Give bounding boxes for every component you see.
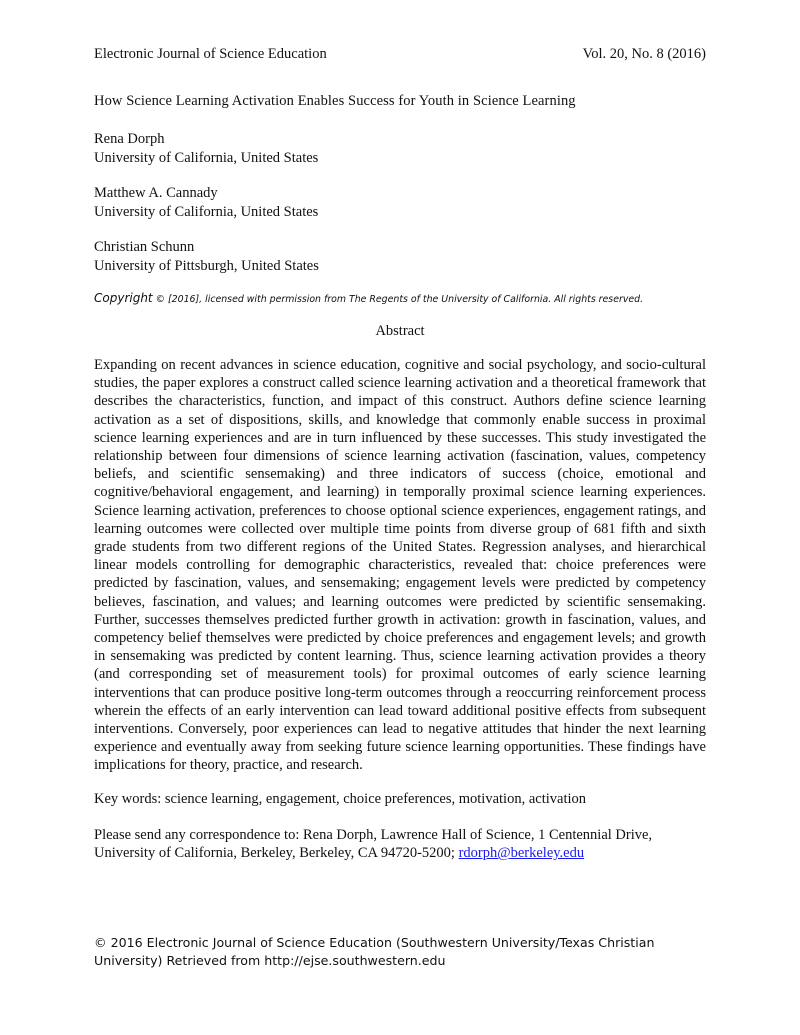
copyright-notice (94, 291, 706, 307)
author-block (94, 130, 706, 168)
author-affiliation: University of Pittsburgh, United States (94, 258, 319, 274)
author-name: Christian Schunn (94, 239, 195, 255)
correspondence-text: Please send any correspondence to: Rena Dorph, Lawrence Hall of Science, 1 Centennial Drive, University of California, Berkeley, Berkeley, CA 94720-5200; (94, 826, 653, 862)
email-link[interactable]: rdorph@berkeley.edu (458, 845, 585, 862)
author-block (94, 238, 706, 276)
copyright-lead: Copyright (94, 291, 153, 305)
abstract-body: Expanding on recent advances in science education, cognitive and social psychology, and socio-cultural studies, the paper explores a construct called science learning activation and a theoretical framework that describes the characteristics, function, and impact of this construct. Authors define science learning activation as a set of dispositions, skills, and knowledge that commonly enable success in proximal science learning experiences and are in turn influenced by these successes. This study investigated the relationship between four dimensions of science learning activation (fascination, values, competency beliefs, and scientific sensemaking) and three indicators of success (choice, emotional and cognitive/behavioral engagement, and learning) in temporally proximal science learning experiences. Science learning activation, preferences to choose optional science experiences, engagement ratings, and learning outcomes were collected over multiple time points from diverse group of 681 fifth and sixth grade students from two different regions of the United States. Regression analyses, and hierarchical linear models controlling for demographic characteristics, revealed that: choice preferences were predicted by fascination, values, and sensemaking; engagement levels were predicted by competency believes, fascination, and values; and learning outcomes were predicted by scientific sensemaking. Further, successes themselves predicted further growth in activation: growth in fascination, values, and competency belief themselves were predicted by choice preferences and engagement levels; and growth in sensemaking was predicted by content learning. Thus, science learning activation provides a theory (and corresponding set of measurement tools) for proximal outcomes of early science learning interventions that can produce positive long-term outcomes through a reoccurring reinforcement process wherein the effects of an early intervention can lead toward additional positive effects from subsequent interventions. Conversely, poor experiences can lead to negative attitudes that hinder the next learning experience and eventually away from seeking future science learning opportunities. These findings have implications for theory, practice, and research. (94, 357, 706, 774)
page-footer (94, 934, 714, 970)
paper-page (94, 44, 706, 863)
footer-line: University) Retrieved from http://ejse.southwestern.edu (94, 953, 446, 968)
copyright-text: © [2016], licensed with permission from The Regents of the University of California. All rights reserved. (152, 294, 644, 305)
running-header (94, 44, 706, 64)
abstract-heading: Abstract (375, 323, 425, 339)
footer-line: © 2016 Electronic Journal of Science Education (Southwestern University/Texas Christian (94, 935, 655, 950)
correspondence (94, 826, 706, 863)
volume-info: Vol. 20, No. 8 (2016) (582, 46, 706, 62)
author-block (94, 184, 706, 222)
keywords: Key words: science learning, engagement, choice preferences, motivation, activation (94, 790, 586, 807)
author-name: Matthew A. Cannady (94, 185, 218, 201)
author-affiliation: University of California, United States (94, 204, 319, 220)
author-affiliation: University of California, United States (94, 150, 319, 166)
author-name: Rena Dorph (94, 131, 165, 147)
paper-title: How Science Learning Activation Enables Success for Youth in Science Learning (94, 93, 576, 109)
journal-name: Electronic Journal of Science Education (94, 46, 327, 62)
